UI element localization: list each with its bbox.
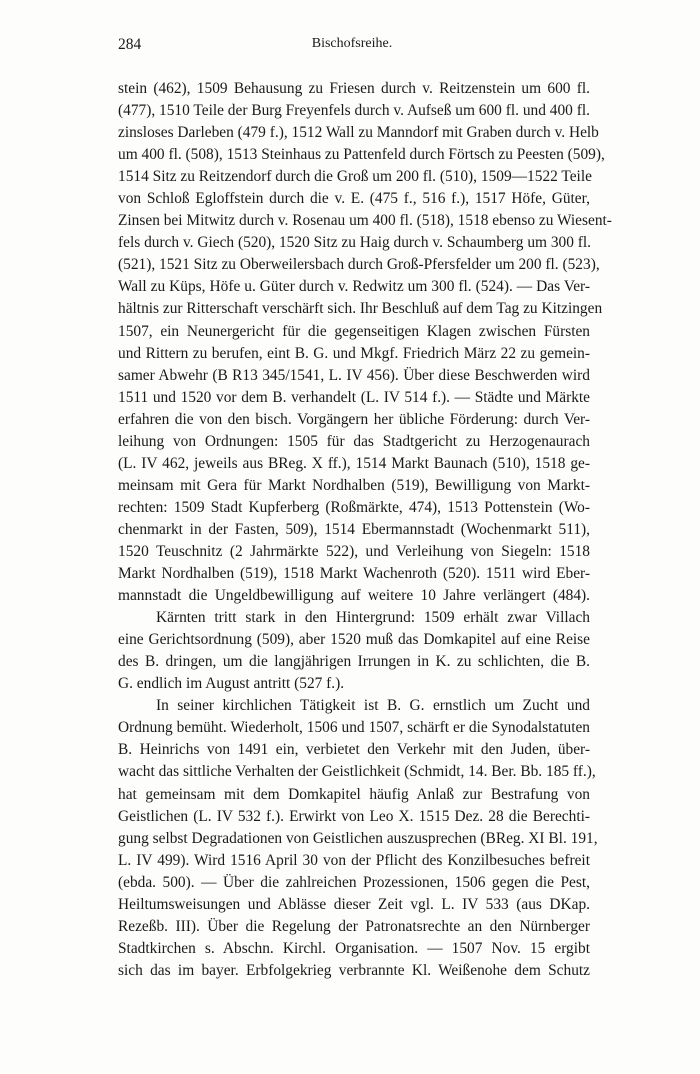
text-line: fels durch v. Giech (520), 1520 Sitz zu Haig durch v. Schaumberg um 300 fl. [118, 234, 592, 252]
text-line: 1511 und 1520 vor dem B. verhandelt (L. IV 514 f.). — Städte und Märkte [118, 388, 590, 406]
body-text [118, 78, 612, 982]
text-line: Stadtkirchen s. Abschn. Kirchl. Organisation. — 1507 Nov. 15 ergibt [118, 939, 590, 957]
text-line: (477), 1510 Teile der Burg Freyenfels durch v. Aufseß um 600 fl. und 400 fl. [118, 102, 590, 120]
text-line: Markt Nordhalben (519), 1518 Markt Wachenroth (520). 1511 wird Eber- [118, 565, 590, 583]
text-line: (ebda. 500). — Über die zahlreichen Prozessionen, 1506 gegen die Pest, [118, 873, 590, 891]
text-line: Kärnten tritt stark in den Hintergrund: 1509 erhält zwar Villach [156, 609, 590, 627]
text-line: rechten: 1509 Stadt Kupferberg (Roßmärkte, 474), 1513 Pottenstein (Wo- [118, 498, 590, 516]
text-line: von Schloß Egloffstein durch die v. E. (475 f., 516 f.), 1517 Höfe, Güter, [118, 190, 590, 208]
text-line: hat gemeinsam mit dem Domkapitel häufig Anlaß zur Bestrafung von [118, 785, 590, 803]
text-line: chenmarkt in der Fasten, 509), 1514 Ebermannstadt (Wochenmarkt 511), [118, 520, 590, 538]
page-number: 284 [118, 36, 142, 53]
text-line: L. IV 499). Wird 1516 April 30 von der Pflicht des Konzilbesuches befreit [118, 851, 590, 869]
text-line: 1507, ein Neunergericht für die gegenseitigen Klagen zwischen Fürsten [118, 322, 590, 340]
text-line: wacht das sittliche Verhalten der Geistlichkeit (Schmidt, 14. Ber. Bb. 185 ff.), [118, 763, 596, 781]
text-line: des B. dringen, um die langjährigen Irrungen in K. zu schlichten, die B. [118, 653, 590, 671]
text-line: (521), 1521 Sitz zu Oberweilersbach durch Groß-Pfersfelder um 200 fl. (523), [118, 256, 600, 274]
text-line: Heiltumsweisungen und Ablässe dieser Zeit vgl. L. IV 533 (aus DKap. [118, 895, 590, 913]
text-line: meinsam mit Gera für Markt Nordhalben (519), Bewilligung von Markt- [118, 476, 590, 494]
text-line: 1520 Teuschnitz (2 Jahrmärkte 522), und Verleihung von Siegeln: 1518 [118, 542, 590, 560]
text-line: Ordnung bemüht. Wiederholt, 1506 und 1507, schärft er die Synodalstatuten [118, 719, 590, 737]
text-line: erfahren die von den bisch. Vorgängern her übliche Förderung: durch Ver- [118, 410, 590, 428]
running-head: Bischofsreihe. [311, 36, 393, 51]
text-line: stein (462), 1509 Behausung zu Friesen durch v. Reitzenstein um 600 fl. [118, 80, 590, 97]
text-line: hältnis zur Ritterschaft verschärft sich. Ihr Beschluß auf dem Tag zu Kitzingen [118, 300, 603, 318]
text-line: B. Heinrichs von 1491 ein, verbietet den Verkehr mit den Juden, über- [118, 741, 590, 759]
text-line: leihung von Ordnungen: 1505 für das Stadtgericht zu Herzogenaurach [118, 432, 590, 450]
page-header [118, 36, 586, 56]
text-line: Wall zu Küps, Höfe u. Güter durch v. Redwitz um 300 fl. (524). — Das Ver- [118, 278, 590, 296]
text-line: Rezeßb. III). Über die Regelung der Patronatsrechte an den Nürnberger [118, 917, 590, 935]
text-line: und Rittern zu berufen, eint B. G. und Mkgf. Friedrich März 22 zu gemein- [118, 344, 590, 362]
text-line: Zinsen bei Mitwitz durch v. Rosenau um 400 fl. (518), 1518 ebenso zu Wiesent- [118, 212, 612, 230]
text-line: In seiner kirchlichen Tätigkeit ist B. G. ernstlich um Zucht und [156, 697, 590, 715]
text-line: eine Gerichtsordnung (509), aber 1520 muß das Domkapitel auf eine Reise [118, 631, 590, 649]
text-line: zinsloses Darleben (479 f.), 1512 Wall zu Manndorf mit Graben durch v. Helb [118, 124, 599, 142]
text-line: G. endlich im August antritt (527 f.). [118, 675, 345, 693]
text-line: (L. IV 462, jeweils aus BReg. X ff.), 1514 Markt Baunach (510), 1518 ge- [118, 454, 590, 472]
text-line: Geistlichen (L. IV 532 f.). Erwirkt von Leo X. 1515 Dez. 28 die Berechti- [118, 807, 590, 825]
text-line: sich das im bayer. Erbfolgekrieg verbrannte Kl. Weißenohe dem Schutz [118, 961, 590, 979]
text-line: um 400 fl. (508), 1513 Steinhaus zu Pattenfeld durch Förtsch zu Peesten (509), [118, 146, 605, 164]
text-line: gung selbst Degradationen von Geistlichen auszusprechen (BReg. XI Bl. 191, [118, 829, 598, 847]
text-line: mannstadt die Ungeldbewilligung auf weitere 10 Jahre verlängert (484). [118, 587, 590, 605]
text-line: samer Abwehr (B R13 345/1541, L. IV 456). Über diese Beschwerden wird [118, 366, 590, 384]
text-line: 1514 Sitz zu Reitzendorf durch die Groß um 200 fl. (510), 1509—1522 Teile [118, 168, 592, 186]
